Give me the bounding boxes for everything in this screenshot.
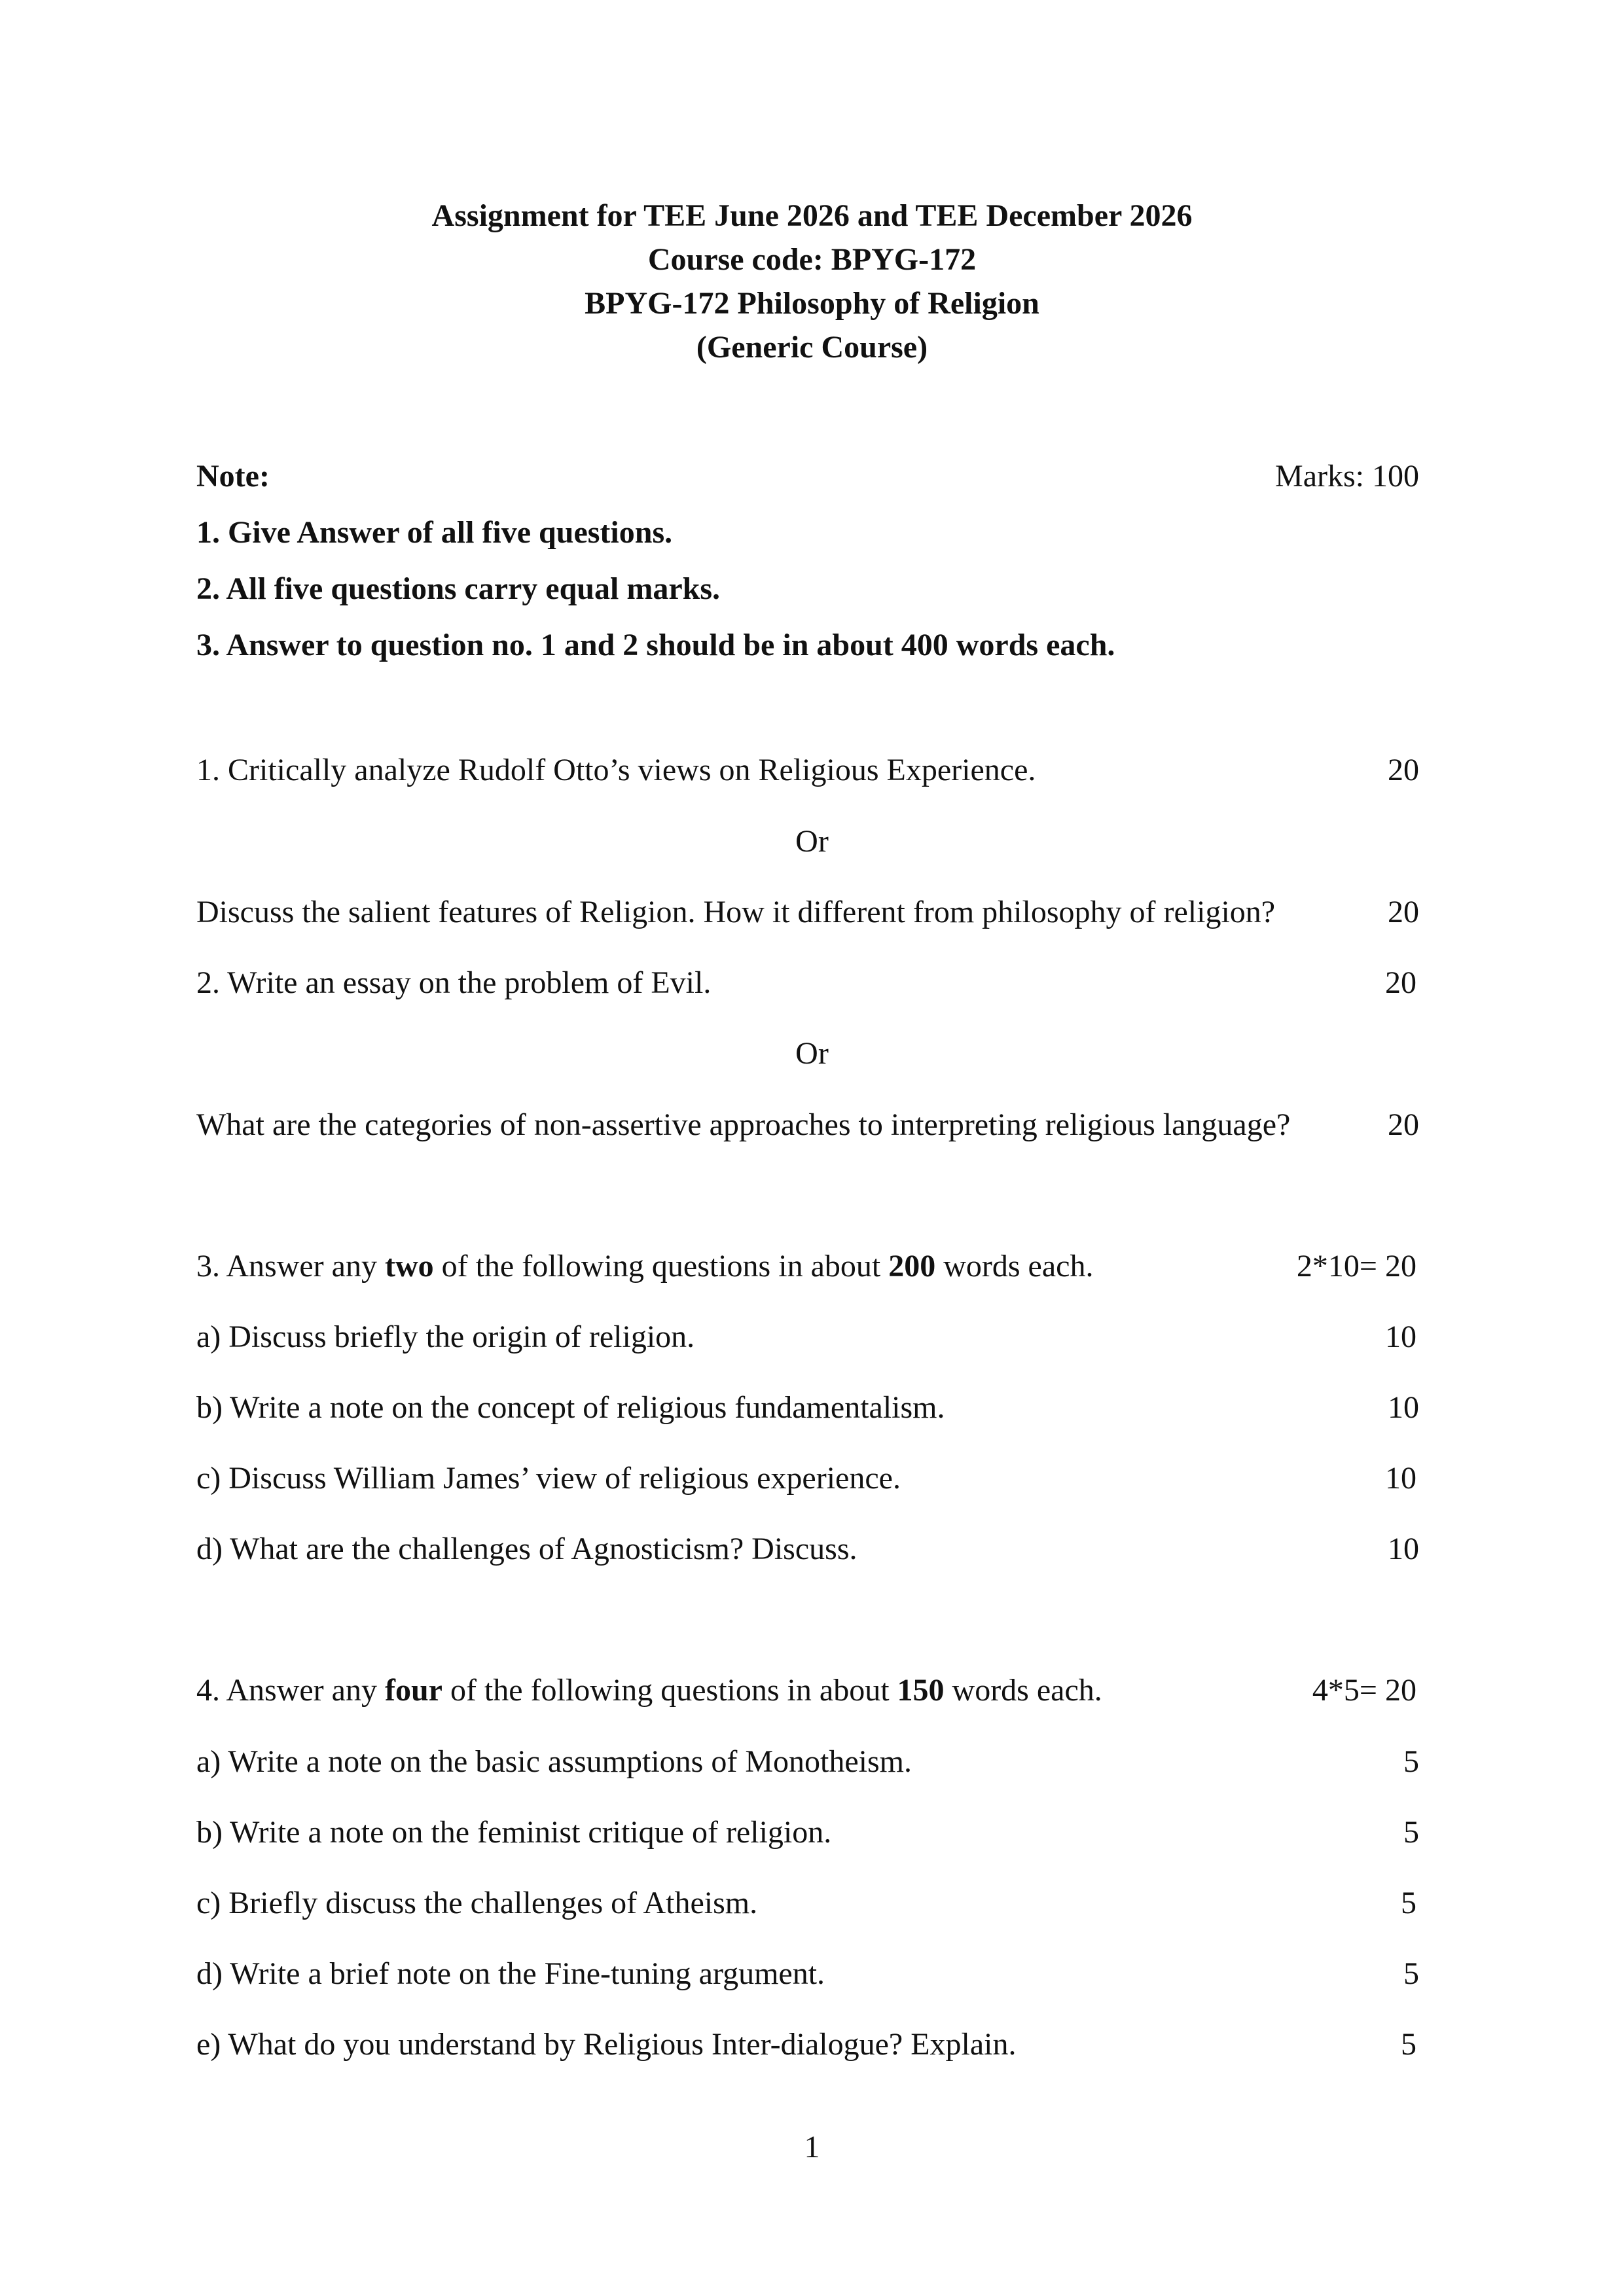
question-text: 2. Write an essay on the problem of Evil.	[196, 965, 712, 1000]
question-marks: 4*5= 20	[1312, 1673, 1416, 1708]
question-text: b) Write a note on the feminist critique of religion.	[196, 1815, 832, 1850]
course-type: (Generic Course)	[696, 330, 928, 365]
question-marks: 20	[1388, 1107, 1419, 1142]
question-text: b) Write a note on the concept of religious fundamentalism.	[196, 1390, 945, 1425]
question-text: 3. Answer any two of the following questions in about 200 words each.	[196, 1249, 1094, 1283]
question-text: e) What do you understand by Religious Inter-dialogue? Explain.	[196, 2027, 1017, 2062]
document-header	[196, 194, 1428, 369]
question-marks: 5	[1403, 1744, 1419, 1779]
question-marks: 10	[1388, 1532, 1419, 1566]
or-separator-1: Or	[795, 824, 829, 859]
question-text: c) Discuss William James’ view of religious experience.	[196, 1461, 901, 1496]
question-marks: 2*10= 20	[1296, 1249, 1416, 1283]
or-separator-2: Or	[795, 1036, 829, 1071]
course-title: BPYG-172 Philosophy of Religion	[585, 286, 1039, 321]
assignment-title: Assignment for TEE June 2026 and TEE December 2026	[431, 198, 1193, 233]
note-label: Note:	[196, 459, 270, 493]
question-text: a) Write a note on the basic assumptions of Monotheism.	[196, 1744, 912, 1779]
total-marks: Marks: 100	[1275, 459, 1419, 493]
question-marks: 20	[1385, 965, 1416, 1000]
question-text: Discuss the salient features of Religion. How it different from philosophy of religion?	[196, 895, 1276, 929]
question-marks: 20	[1388, 753, 1419, 787]
question-text: a) Discuss briefly the origin of religion.	[196, 1319, 695, 1354]
question-marks: 10	[1385, 1319, 1416, 1354]
assignment-page: Assignment for TEE June 2026 and TEE December 2026 Course code: BPYG-172 BPYG-172 Philosophy of Religion (Generic Course) Note: Marks: 100 1. Give Answer of all five questions. 2. All five questions carry equal marks. 3. Answer to question no. 1 and 2 should be in about 400 words each. 1. Critically analyze Rudolf Otto’s views on Religious Experience. 20 Or Discuss the salient features of Religion. How it different from philosophy of religion? 20 2. Write an essay on the problem of Evil. 20 Or What are the categories of non-assertive approaches to interpreting religious language? 20 3. Answer any two of the following questions in about 200 words each. 2*10= 20 a) Discuss briefly the origin of religion. 10 b) Write a note on the concept of religious fundamentalism. 10 c) Discuss William James’ view of religious experience. 10 d) What are the challenges of Agnosticism? Discuss. 10 4. Answer any four of the following questions in about 150 words each. 4*5= 20 a) Write a note on the basic assumptions of Monotheism. 5 b) Write a note on the feminist critique of religion. 5 c) Briefly discuss the challenges of Atheism. 5 d) Write a brief note on the Fine-tuning argument. 5 e) What do you understand by Religious Inter-dialogue? Explain. 5 1	[0, 0, 1624, 2296]
question-text: d) Write a brief note on the Fine-tuning argument.	[196, 1956, 825, 1991]
question-text: 4. Answer any four of the following questions in about 150 words each.	[196, 1673, 1102, 1708]
question-text: c) Briefly discuss the challenges of Atheism.	[196, 1886, 758, 1920]
question-marks: 5	[1403, 1815, 1419, 1850]
question-marks: 5	[1401, 1886, 1416, 1920]
question-marks: 10	[1385, 1461, 1416, 1496]
question-text: 1. Critically analyze Rudolf Otto’s views on Religious Experience.	[196, 753, 1036, 787]
page-number: 1	[804, 2130, 820, 2164]
question-marks: 5	[1401, 2027, 1416, 2062]
question-marks: 10	[1388, 1390, 1419, 1425]
course-code: Course code: BPYG-172	[647, 242, 977, 277]
question-text: d) What are the challenges of Agnosticism? Discuss.	[196, 1532, 857, 1566]
question-text: What are the categories of non-assertive approaches to interpreting religious language?	[196, 1107, 1291, 1142]
question-marks: 5	[1403, 1956, 1419, 1991]
question-marks: 20	[1388, 895, 1419, 929]
